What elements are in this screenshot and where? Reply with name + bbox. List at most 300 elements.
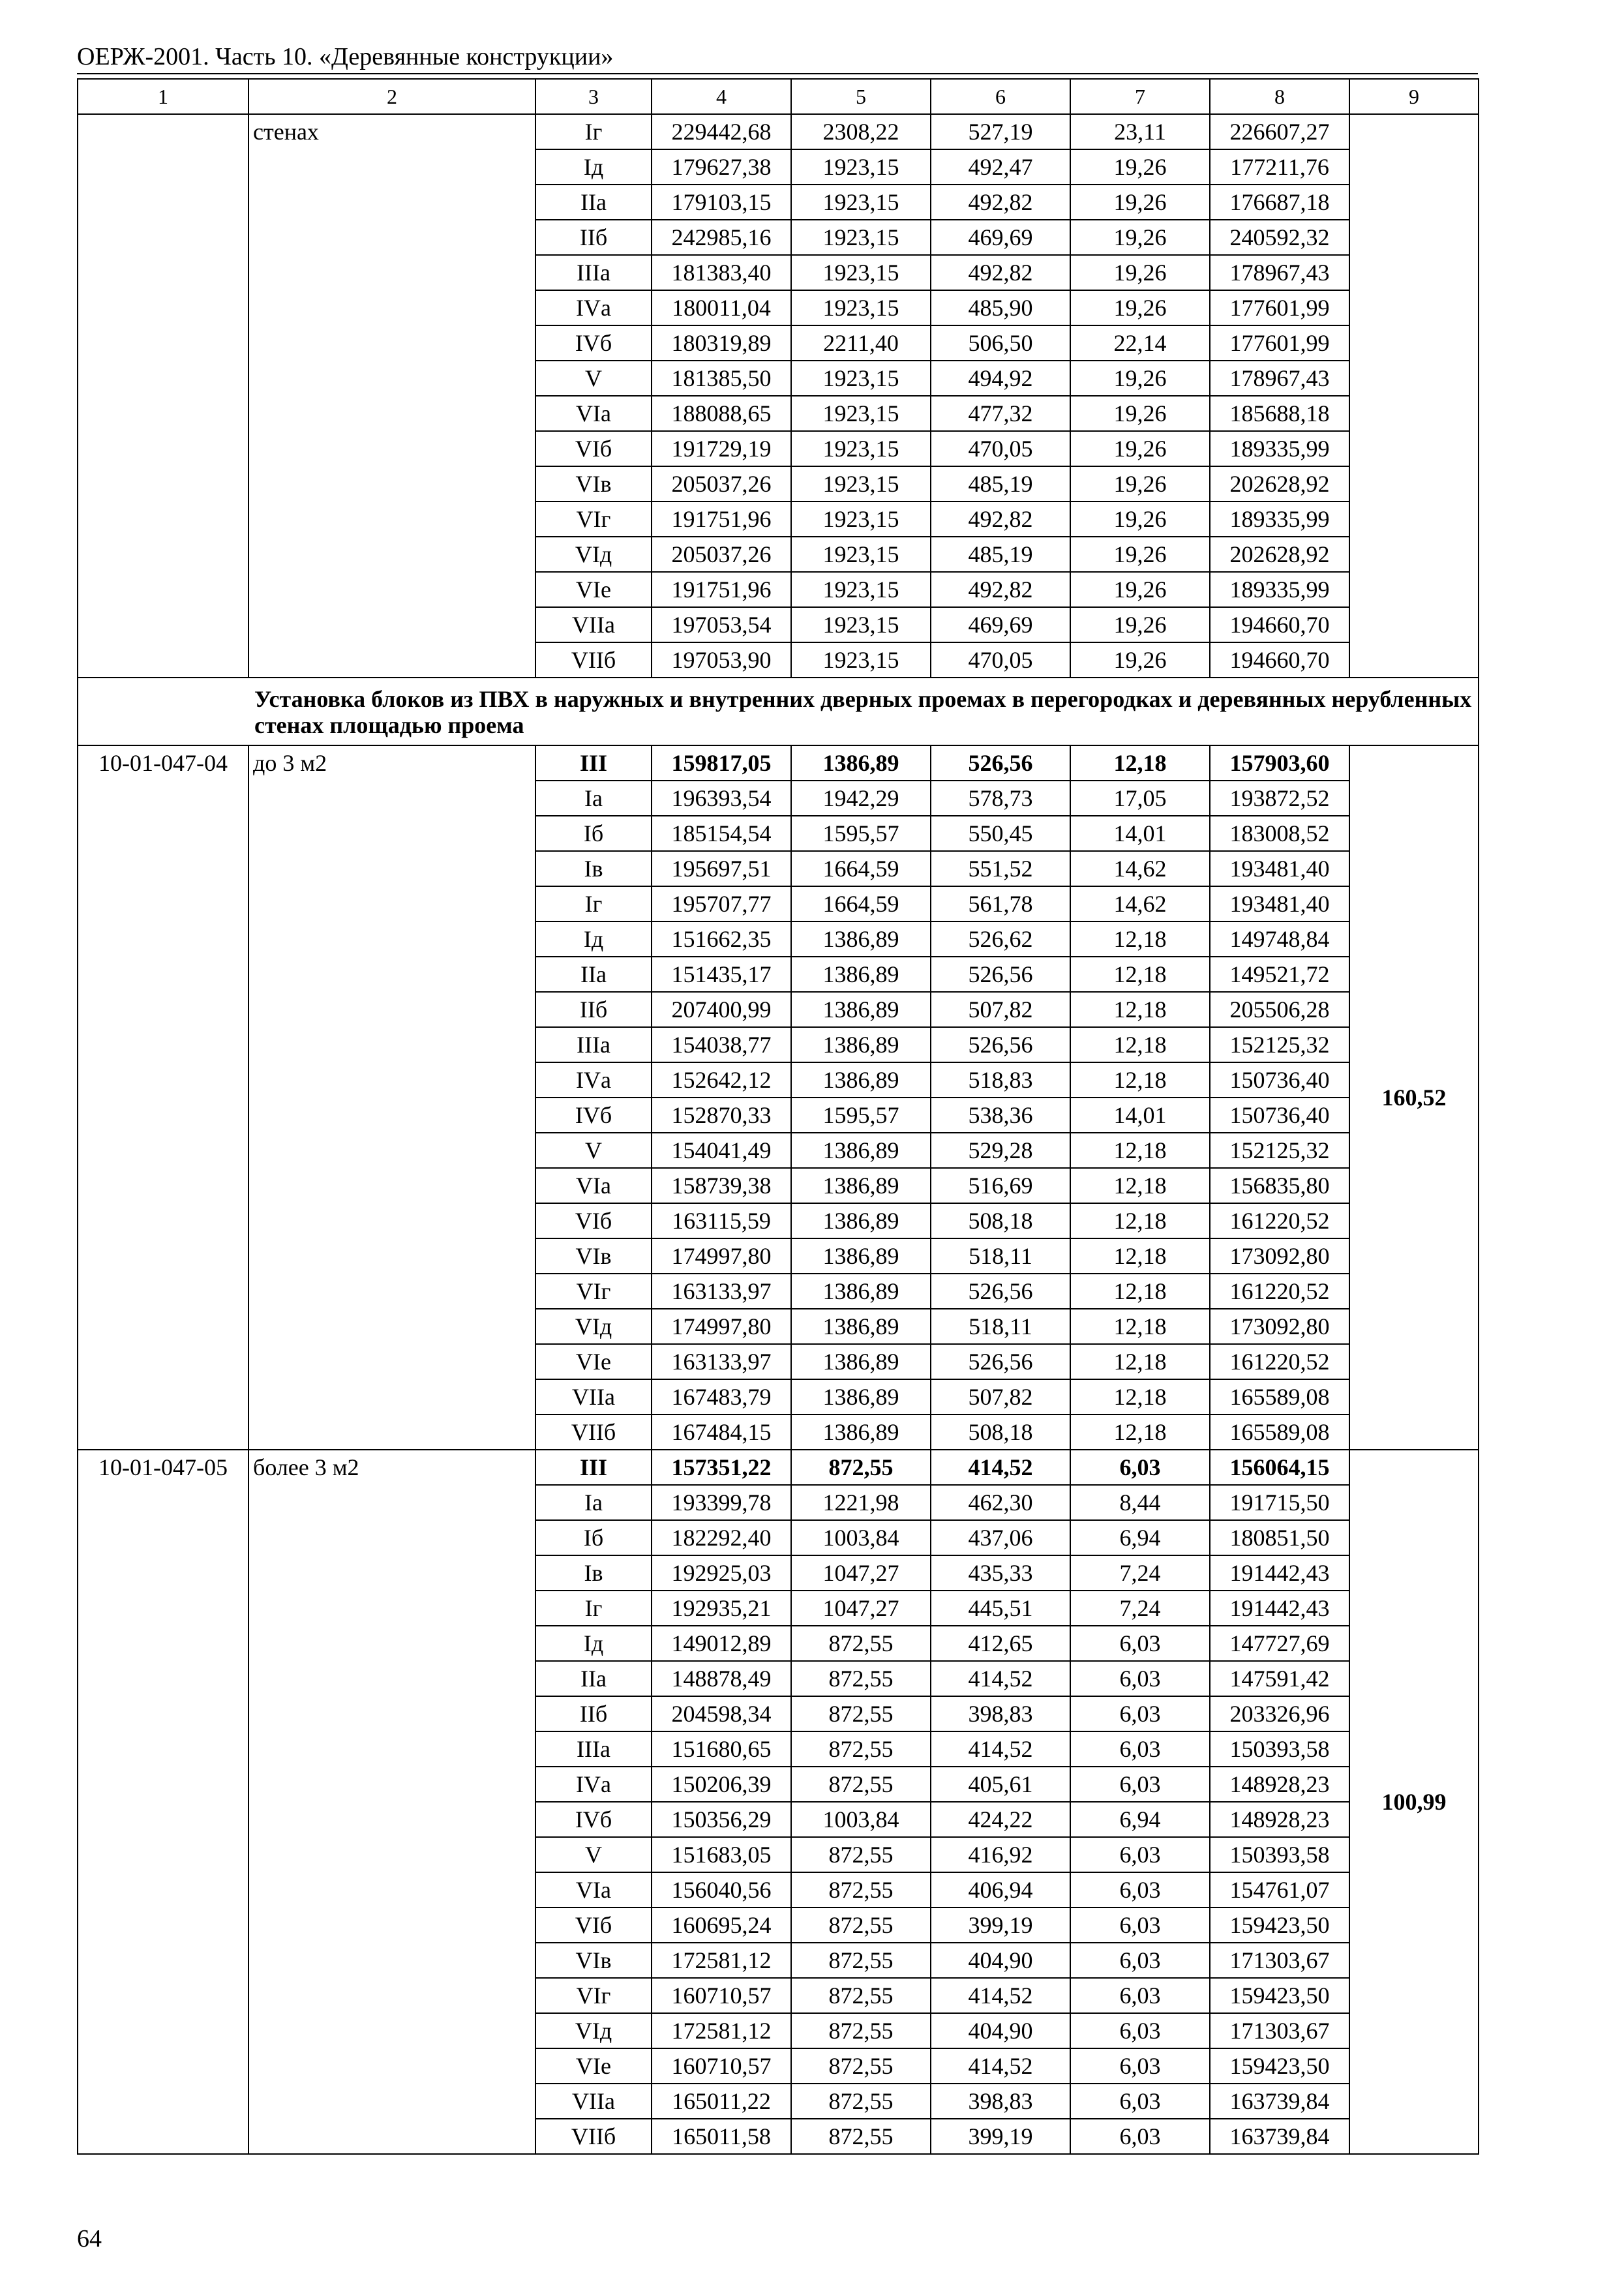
machine-cost: 437,06 (931, 1520, 1070, 1555)
item-code: 10-01-047-05 (78, 1450, 248, 2154)
operator-wages: 6,03 (1070, 1696, 1210, 1731)
operator-wages: 19,26 (1070, 572, 1210, 607)
total-cost: 191751,96 (652, 501, 791, 537)
table-row (78, 745, 1479, 781)
zone-code: VIв (535, 1238, 652, 1274)
wages: 1664,59 (791, 851, 931, 886)
wages: 1047,27 (791, 1591, 931, 1626)
operator-wages: 14,62 (1070, 886, 1210, 921)
operator-wages: 12,18 (1070, 1203, 1210, 1238)
total-cost: 192935,21 (652, 1591, 791, 1626)
machine-cost: 414,52 (931, 2048, 1070, 2084)
wages: 872,55 (791, 1908, 931, 1943)
materials-cost: 226607,27 (1210, 114, 1349, 149)
operator-wages: 19,26 (1070, 607, 1210, 642)
machine-cost: 414,52 (931, 1661, 1070, 1696)
machine-cost: 399,19 (931, 1908, 1070, 1943)
wages: 1003,84 (791, 1520, 931, 1555)
zone-code: VIIа (535, 1379, 652, 1414)
item-code: 10-01-047-04 (78, 745, 248, 1450)
total-cost: 150206,39 (652, 1767, 791, 1802)
zone-code: VIIа (535, 2084, 652, 2119)
total-cost: 182292,40 (652, 1520, 791, 1555)
section-title: Установка блоков из ПВХ в наружных и внутренних дверных проемах в перегородках и деревянных нерубленных стенах площадью проема (78, 678, 1479, 745)
machine-cost: 516,69 (931, 1168, 1070, 1203)
operator-wages: 19,26 (1070, 537, 1210, 572)
zone-code: IIб (535, 1696, 652, 1731)
zone-code: VIа (535, 1872, 652, 1908)
materials-cost: 205506,28 (1210, 992, 1349, 1027)
materials-cost: 154761,07 (1210, 1872, 1349, 1908)
operator-wages: 19,26 (1070, 361, 1210, 396)
operator-wages: 6,03 (1070, 1450, 1210, 1485)
page-number: 64 (77, 2225, 102, 2252)
machine-cost: 526,62 (931, 921, 1070, 957)
materials-cost: 148928,23 (1210, 1767, 1349, 1802)
machine-cost: 398,83 (931, 1696, 1070, 1731)
machine-cost: 526,56 (931, 1274, 1070, 1309)
total-cost: 197053,90 (652, 642, 791, 678)
wages: 1923,15 (791, 361, 931, 396)
wages: 1923,15 (791, 431, 931, 466)
machine-cost: 414,52 (931, 1450, 1070, 1485)
operator-wages: 14,62 (1070, 851, 1210, 886)
machine-cost: 550,45 (931, 816, 1070, 851)
machine-cost: 469,69 (931, 607, 1070, 642)
wages: 1923,15 (791, 255, 931, 290)
machine-cost: 445,51 (931, 1591, 1070, 1626)
total-cost: 180319,89 (652, 325, 791, 361)
zone-code: Iг (535, 886, 652, 921)
operator-wages: 19,26 (1070, 255, 1210, 290)
machine-cost: 485,19 (931, 466, 1070, 501)
page-header-title: ОЕРЖ-2001. Часть 10. «Деревянные конструкции» (77, 43, 614, 70)
total-cost: 191751,96 (652, 572, 791, 607)
total-cost: 154038,77 (652, 1027, 791, 1062)
machine-cost: 405,61 (931, 1767, 1070, 1802)
materials-cost: 189335,99 (1210, 572, 1349, 607)
wages: 1047,27 (791, 1555, 931, 1591)
materials-cost: 194660,70 (1210, 607, 1349, 642)
machine-cost: 561,78 (931, 886, 1070, 921)
materials-cost: 191442,43 (1210, 1591, 1349, 1626)
total-cost: 174997,80 (652, 1309, 791, 1344)
materials-cost: 173092,80 (1210, 1238, 1349, 1274)
materials-cost: 176687,18 (1210, 185, 1349, 220)
materials-cost: 193481,40 (1210, 886, 1349, 921)
column-number: 7 (1070, 79, 1210, 114)
wages: 1923,15 (791, 537, 931, 572)
machine-cost: 494,92 (931, 361, 1070, 396)
materials-cost: 178967,43 (1210, 255, 1349, 290)
total-cost: 188088,65 (652, 396, 791, 431)
operator-wages: 6,03 (1070, 1661, 1210, 1696)
total-cost: 180011,04 (652, 290, 791, 325)
machine-cost: 470,05 (931, 642, 1070, 678)
machine-cost: 414,52 (931, 1978, 1070, 2013)
header-divider (77, 73, 1478, 74)
operator-wages: 7,24 (1070, 1591, 1210, 1626)
machine-cost: 398,83 (931, 2084, 1070, 2119)
item-name: до 3 м2 (248, 745, 535, 1450)
zone-code: Iг (535, 114, 652, 149)
wages: 1923,15 (791, 149, 931, 185)
labor-hours: 160,52 (1349, 745, 1479, 1450)
machine-cost: 470,05 (931, 431, 1070, 466)
operator-wages: 19,26 (1070, 290, 1210, 325)
machine-cost: 578,73 (931, 781, 1070, 816)
wages: 1923,15 (791, 501, 931, 537)
wages: 1942,29 (791, 781, 931, 816)
operator-wages: 12,18 (1070, 1379, 1210, 1414)
operator-wages: 12,18 (1070, 1062, 1210, 1098)
total-cost: 148878,49 (652, 1661, 791, 1696)
total-cost: 172581,12 (652, 2013, 791, 2048)
zone-code: VIе (535, 2048, 652, 2084)
total-cost: 165011,58 (652, 2119, 791, 2154)
zone-code: VIд (535, 1309, 652, 1344)
wages: 1386,89 (791, 1168, 931, 1203)
zone-code: Iб (535, 1520, 652, 1555)
operator-wages: 6,03 (1070, 1943, 1210, 1978)
wages: 872,55 (791, 2048, 931, 2084)
operator-wages: 6,03 (1070, 1837, 1210, 1872)
total-cost: 150356,29 (652, 1802, 791, 1837)
total-cost: 196393,54 (652, 781, 791, 816)
machine-cost: 404,90 (931, 1943, 1070, 1978)
zone-code: Iа (535, 781, 652, 816)
machine-cost: 416,92 (931, 1837, 1070, 1872)
materials-cost: 165589,08 (1210, 1414, 1349, 1450)
materials-cost: 191715,50 (1210, 1485, 1349, 1520)
wages: 1386,89 (791, 1027, 931, 1062)
wages: 872,55 (791, 1872, 931, 1908)
zone-code: IIIа (535, 1731, 652, 1767)
zone-code: VIIб (535, 2119, 652, 2154)
wages: 1386,89 (791, 1133, 931, 1168)
wages: 1003,84 (791, 1802, 931, 1837)
operator-wages: 19,26 (1070, 501, 1210, 537)
materials-cost: 194660,70 (1210, 642, 1349, 678)
wages: 1923,15 (791, 185, 931, 220)
zone-code: VIг (535, 1274, 652, 1309)
machine-cost: 529,28 (931, 1133, 1070, 1168)
zone-code: III (535, 1450, 652, 1485)
column-number: 2 (248, 79, 535, 114)
operator-wages: 6,03 (1070, 2084, 1210, 2119)
column-number-row (78, 79, 1479, 114)
materials-cost: 171303,67 (1210, 2013, 1349, 2048)
machine-cost: 492,82 (931, 255, 1070, 290)
zone-code: VIе (535, 572, 652, 607)
wages: 1386,89 (791, 1274, 931, 1309)
wages: 1386,89 (791, 992, 931, 1027)
operator-wages: 19,26 (1070, 642, 1210, 678)
materials-cost: 156835,80 (1210, 1168, 1349, 1203)
zone-code: IVб (535, 1802, 652, 1837)
zone-code: VIе (535, 1344, 652, 1379)
wages: 872,55 (791, 2084, 931, 2119)
wages: 1923,15 (791, 642, 931, 678)
machine-cost: 492,82 (931, 501, 1070, 537)
total-cost: 172581,12 (652, 1943, 791, 1978)
column-number: 6 (931, 79, 1070, 114)
machine-cost: 506,50 (931, 325, 1070, 361)
wages: 872,55 (791, 1450, 931, 1485)
materials-cost: 173092,80 (1210, 1309, 1349, 1344)
materials-cost: 161220,52 (1210, 1274, 1349, 1309)
zone-code: VIв (535, 466, 652, 501)
zone-code: VIб (535, 1908, 652, 1943)
wages: 1923,15 (791, 290, 931, 325)
total-cost: 195697,51 (652, 851, 791, 886)
operator-wages: 19,26 (1070, 149, 1210, 185)
zone-code: IIб (535, 220, 652, 255)
total-cost: 151683,05 (652, 1837, 791, 1872)
zone-code: VIг (535, 501, 652, 537)
machine-cost: 508,18 (931, 1203, 1070, 1238)
total-cost: 181383,40 (652, 255, 791, 290)
machine-cost: 469,69 (931, 220, 1070, 255)
wages: 1595,57 (791, 1098, 931, 1133)
operator-wages: 6,03 (1070, 1978, 1210, 2013)
total-cost: 154041,49 (652, 1133, 791, 1168)
materials-cost: 171303,67 (1210, 1943, 1349, 1978)
materials-cost: 156064,15 (1210, 1450, 1349, 1485)
zone-code: IVа (535, 1062, 652, 1098)
operator-wages: 12,18 (1070, 1238, 1210, 1274)
total-cost: 163133,97 (652, 1274, 791, 1309)
operator-wages: 6,03 (1070, 1767, 1210, 1802)
zone-code: Iд (535, 149, 652, 185)
materials-cost: 177211,76 (1210, 149, 1349, 185)
total-cost: 195707,77 (652, 886, 791, 921)
column-number: 9 (1349, 79, 1479, 114)
table-row (78, 114, 1479, 149)
wages: 1664,59 (791, 886, 931, 921)
operator-wages: 14,01 (1070, 816, 1210, 851)
total-cost: 156040,56 (652, 1872, 791, 1908)
machine-cost: 507,82 (931, 992, 1070, 1027)
wages: 1386,89 (791, 921, 931, 957)
wages: 872,55 (791, 1731, 931, 1767)
wages: 872,55 (791, 1626, 931, 1661)
total-cost: 229442,68 (652, 114, 791, 149)
total-cost: 165011,22 (652, 2084, 791, 2119)
total-cost: 174997,80 (652, 1238, 791, 1274)
operator-wages: 12,18 (1070, 745, 1210, 781)
wages: 1386,89 (791, 957, 931, 992)
operator-wages: 19,26 (1070, 220, 1210, 255)
total-cost: 152642,12 (652, 1062, 791, 1098)
zone-code: VIа (535, 1168, 652, 1203)
materials-cost: 203326,96 (1210, 1696, 1349, 1731)
machine-cost: 527,19 (931, 114, 1070, 149)
total-cost: 151662,35 (652, 921, 791, 957)
operator-wages: 12,18 (1070, 921, 1210, 957)
materials-cost: 189335,99 (1210, 501, 1349, 537)
materials-cost: 157903,60 (1210, 745, 1349, 781)
wages: 1923,15 (791, 466, 931, 501)
machine-cost: 492,82 (931, 572, 1070, 607)
materials-cost: 159423,50 (1210, 1908, 1349, 1943)
total-cost: 167484,15 (652, 1414, 791, 1450)
zone-code: IVа (535, 1767, 652, 1802)
materials-cost: 191442,43 (1210, 1555, 1349, 1591)
operator-wages: 19,26 (1070, 431, 1210, 466)
operator-wages: 12,18 (1070, 1168, 1210, 1203)
machine-cost: 462,30 (931, 1485, 1070, 1520)
materials-cost: 240592,32 (1210, 220, 1349, 255)
wages: 1386,89 (791, 745, 931, 781)
operator-wages: 12,18 (1070, 1274, 1210, 1309)
total-cost: 167483,79 (652, 1379, 791, 1414)
machine-cost: 485,19 (931, 537, 1070, 572)
zone-code: IIа (535, 957, 652, 992)
machine-cost: 485,90 (931, 290, 1070, 325)
total-cost: 151435,17 (652, 957, 791, 992)
materials-cost: 163739,84 (1210, 2084, 1349, 2119)
operator-wages: 12,18 (1070, 992, 1210, 1027)
wages: 1923,15 (791, 396, 931, 431)
zone-code: Iг (535, 1591, 652, 1626)
operator-wages: 14,01 (1070, 1098, 1210, 1133)
machine-cost: 492,82 (931, 185, 1070, 220)
wages: 1386,89 (791, 1203, 931, 1238)
total-cost: 193399,78 (652, 1485, 791, 1520)
materials-cost: 150736,40 (1210, 1062, 1349, 1098)
operator-wages: 23,11 (1070, 114, 1210, 149)
zone-code: IVб (535, 1098, 652, 1133)
materials-cost: 148928,23 (1210, 1802, 1349, 1837)
wages: 872,55 (791, 1767, 931, 1802)
materials-cost: 147727,69 (1210, 1626, 1349, 1661)
operator-wages: 19,26 (1070, 396, 1210, 431)
total-cost: 159817,05 (652, 745, 791, 781)
price-table (77, 78, 1479, 2155)
zone-code: Iа (535, 1485, 652, 1520)
column-number: 1 (78, 79, 248, 114)
machine-cost: 526,56 (931, 1027, 1070, 1062)
total-cost: 181385,50 (652, 361, 791, 396)
wages: 1923,15 (791, 220, 931, 255)
machine-cost: 399,19 (931, 2119, 1070, 2154)
wages: 1386,89 (791, 1379, 931, 1414)
zone-code: IIIа (535, 1027, 652, 1062)
labor-hours (1349, 114, 1479, 678)
zone-code: Iв (535, 851, 652, 886)
total-cost: 158739,38 (652, 1168, 791, 1203)
materials-cost: 152125,32 (1210, 1027, 1349, 1062)
zone-code: VIд (535, 537, 652, 572)
operator-wages: 22,14 (1070, 325, 1210, 361)
materials-cost: 178967,43 (1210, 361, 1349, 396)
materials-cost: 193872,52 (1210, 781, 1349, 816)
total-cost: 163115,59 (652, 1203, 791, 1238)
total-cost: 192925,03 (652, 1555, 791, 1591)
operator-wages: 12,18 (1070, 1414, 1210, 1450)
machine-cost: 508,18 (931, 1414, 1070, 1450)
materials-cost: 189335,99 (1210, 431, 1349, 466)
total-cost: 185154,54 (652, 816, 791, 851)
operator-wages: 8,44 (1070, 1485, 1210, 1520)
operator-wages: 7,24 (1070, 1555, 1210, 1591)
operator-wages: 6,03 (1070, 2013, 1210, 2048)
machine-cost: 435,33 (931, 1555, 1070, 1591)
machine-cost: 518,11 (931, 1238, 1070, 1274)
total-cost: 242985,16 (652, 220, 791, 255)
wages: 2211,40 (791, 325, 931, 361)
operator-wages: 12,18 (1070, 1027, 1210, 1062)
total-cost: 160710,57 (652, 1978, 791, 2013)
materials-cost: 150736,40 (1210, 1098, 1349, 1133)
wages: 1386,89 (791, 1309, 931, 1344)
machine-cost: 492,47 (931, 149, 1070, 185)
operator-wages: 6,94 (1070, 1802, 1210, 1837)
wages: 1386,89 (791, 1062, 931, 1098)
labor-hours: 100,99 (1349, 1450, 1479, 2154)
materials-cost: 202628,92 (1210, 537, 1349, 572)
materials-cost: 161220,52 (1210, 1203, 1349, 1238)
materials-cost: 177601,99 (1210, 290, 1349, 325)
zone-code: Iв (535, 1555, 652, 1591)
operator-wages: 19,26 (1070, 185, 1210, 220)
total-cost: 160695,24 (652, 1908, 791, 1943)
materials-cost: 202628,92 (1210, 466, 1349, 501)
machine-cost: 526,56 (931, 1344, 1070, 1379)
wages: 872,55 (791, 1661, 931, 1696)
zone-code: IVб (535, 325, 652, 361)
materials-cost: 161220,52 (1210, 1344, 1349, 1379)
machine-cost: 526,56 (931, 745, 1070, 781)
column-number: 3 (535, 79, 652, 114)
operator-wages: 17,05 (1070, 781, 1210, 816)
zone-code: IIа (535, 1661, 652, 1696)
machine-cost: 412,65 (931, 1626, 1070, 1661)
materials-cost: 159423,50 (1210, 1978, 1349, 2013)
wages: 872,55 (791, 2119, 931, 2154)
total-cost: 204598,34 (652, 1696, 791, 1731)
zone-code: Iд (535, 1626, 652, 1661)
zone-code: VIб (535, 431, 652, 466)
operator-wages: 6,03 (1070, 2119, 1210, 2154)
machine-cost: 518,11 (931, 1309, 1070, 1344)
zone-code: Iд (535, 921, 652, 957)
zone-code: VIв (535, 1943, 652, 1978)
materials-cost: 193481,40 (1210, 851, 1349, 886)
wages: 1386,89 (791, 1414, 931, 1450)
total-cost: 149012,89 (652, 1626, 791, 1661)
zone-code: V (535, 1837, 652, 1872)
machine-cost: 551,52 (931, 851, 1070, 886)
total-cost: 152870,33 (652, 1098, 791, 1133)
total-cost: 205037,26 (652, 466, 791, 501)
operator-wages: 6,03 (1070, 1626, 1210, 1661)
total-cost: 207400,99 (652, 992, 791, 1027)
materials-cost: 159423,50 (1210, 2048, 1349, 2084)
machine-cost: 414,52 (931, 1731, 1070, 1767)
total-cost: 157351,22 (652, 1450, 791, 1485)
item-name: стенах (248, 114, 535, 678)
item-code (78, 114, 248, 678)
materials-cost: 147591,42 (1210, 1661, 1349, 1696)
zone-code: III (535, 745, 652, 781)
materials-cost: 163739,84 (1210, 2119, 1349, 2154)
machine-cost: 404,90 (931, 2013, 1070, 2048)
materials-cost: 149521,72 (1210, 957, 1349, 992)
zone-code: VIIб (535, 1414, 652, 1450)
table-row (78, 1450, 1479, 1485)
